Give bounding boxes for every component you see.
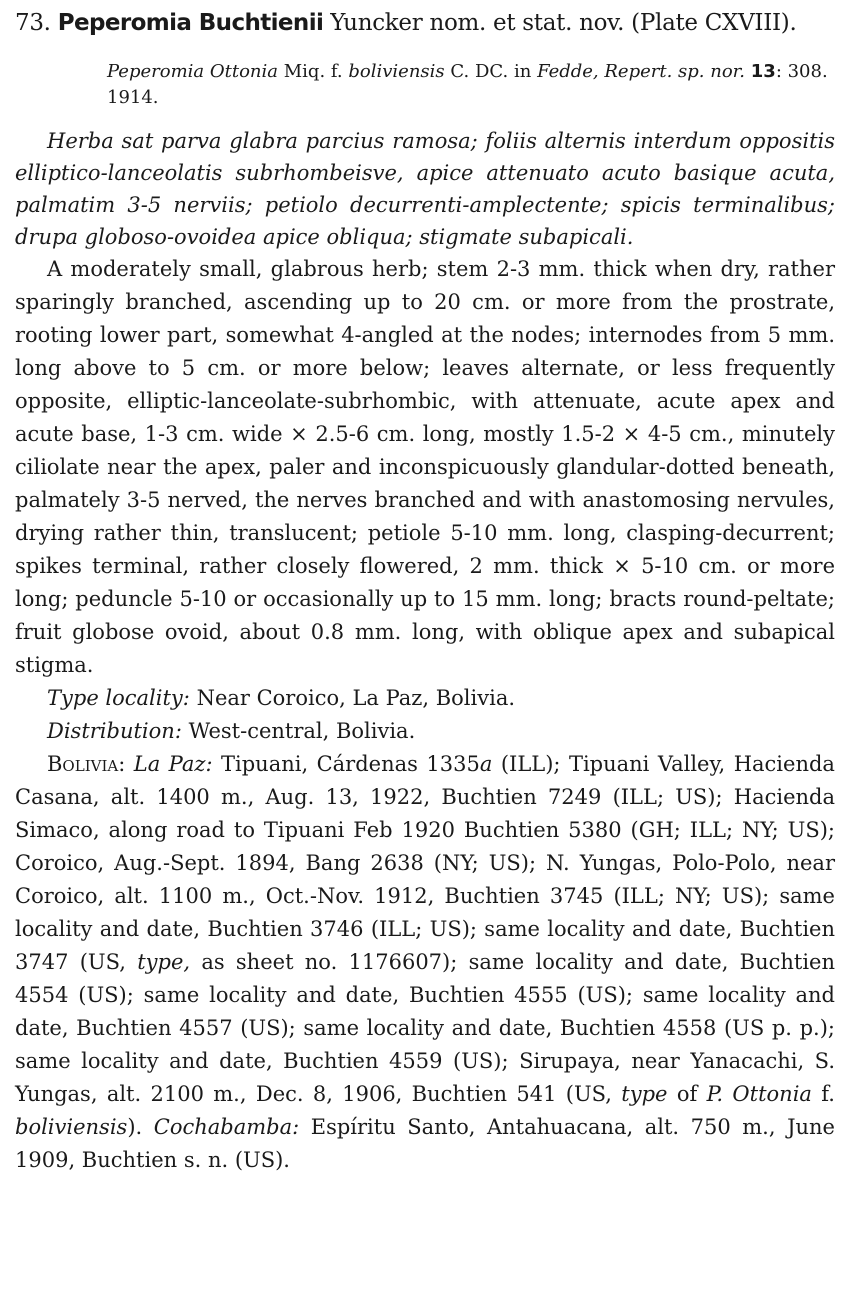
specimen-text-6: ). <box>127 1115 143 1139</box>
specimen-suffix: a <box>479 752 493 776</box>
specimen-text-5: f. <box>821 1082 835 1106</box>
specimen-text-7: Espíritu Santo, Antahuacana, alt. 750 m., June 1909, Buchtien s. n. (US). <box>15 1115 835 1172</box>
synonym-author-b: C. DC. in <box>450 61 532 82</box>
specimen-text-3: as sheet no. 1176607); same locality and date, Buchtien 4554 (US); same locality and date, Buchtien 4555 (US); same locality and date, Buchtien 4557 (US); same locality and date, Buchtien 4558 (US p. p.); same locality and date, Buchtien 4559 (US); Sirupaya, near Yanacachi, S. Yungas, alt. 2100 m., Dec. 8, 1906, Buchtien 541 (US, <box>15 950 836 1106</box>
country-label: Bolivia: <box>47 752 126 776</box>
type-locality-label: Type locality: <box>47 686 190 710</box>
specimen-text-2: (ILL); Tipuani Valley, Hacienda Casana, alt. 1400 m., Aug. 13, 1922, Buchtien 7249 (ILL; US); Hacienda Simaco, along road to Tipuani Feb 1920 Buchtien 5380 (GH; ILL; NY; US); Coroico, Aug.-Sept. 1894, Bang 2638 (NY; US); N. Yungas, Polo-Polo, near Coroico, alt. 1100 m., Oct.-Nov. 1912, Buchtien 3745 (ILL; NY; US); same locality and date, Buchtien 3746 (ILL; US); same locality and date, Buchtien 3747 (US, <box>15 752 835 974</box>
taxon-form: boliviensis <box>15 1115 128 1139</box>
entry-number: 73. <box>15 10 51 36</box>
distribution-label: Distribution: <box>47 719 182 743</box>
distribution <box>15 715 835 748</box>
synonym-citation <box>107 59 847 111</box>
type-locality-value: Near Coroico, La Paz, Bolivia. <box>196 686 516 710</box>
region-la-paz: La Paz: <box>133 752 213 776</box>
specimens-examined <box>15 748 835 1177</box>
synonym-journal: Fedde, Repert. sp. nor. <box>537 61 746 82</box>
species-author: Yuncker nom. et stat. nov. (Plate CXVIII). <box>330 10 797 36</box>
species-heading <box>15 8 835 39</box>
type-locality <box>15 682 835 715</box>
type-designation-2: type <box>621 1082 668 1106</box>
synonym-author-a: Miq. f. <box>283 61 343 82</box>
specimen-text-1: Tipuani, Cárdenas 1335 <box>221 752 480 776</box>
region-cochabamba: Cochabamba: <box>153 1115 300 1139</box>
species-name: Peperomia Buchtienii <box>57 10 324 36</box>
distribution-value: West-central, Bolivia. <box>188 719 416 743</box>
english-description: A moderately small, glabrous herb; stem 2-3 mm. thick when dry, rather sparingly branched, ascending up to 20 cm. or more from the prostrate, rooting lower part, somewhat 4-angled at the nodes; internodes from 5 mm. long above to 5 cm. or more below; leaves alternate, or less frequently opposite, elliptic-lanceolate-subrhombic, with attenuate, acute apex and acute base, 1-3 cm. wide × 2.5-6 cm. long, mostly 1.5-2 × 4-5 cm., minutely ciliolate near the apex, paler and inconspicuously glandular-dotted beneath, palmately 3-5 nerved, the nerves branched and with anastomosing nervules, drying rather thin, translucent; petiole 5-10 mm. long, clasping-decurrent; spikes terminal, rather closely flowered, 2 mm. thick × 5-10 cm. or more long; peduncle 5-10 or occasionally up to 15 mm. long; bracts round-peltate; fruit globose ovoid, about 0.8 mm. long, with oblique apex and subapical stigma. <box>15 257 835 677</box>
type-designation: type, <box>137 950 191 974</box>
synonym-rest: : 308. 1914. <box>107 61 828 108</box>
latin-description: Herba sat parva glabra parcius ramosa; foliis alternis interdum oppositis elliptico-lanceolatis subrhombeisve, apice attenuato acuto basique acuta, palmatim 3-5 nerviis; petiolo decurrenti-amplectente; spicis terminalibus; drupa globoso-ovoidea apice obliqua; stigmate subapicali. <box>15 129 835 249</box>
specimen-text-4: of <box>676 1082 698 1106</box>
synonym-name: Peperomia Ottonia <box>107 61 278 82</box>
synonym-form: boliviensis <box>348 61 445 82</box>
taxon-reference: P. Ottonia <box>706 1082 812 1106</box>
synonym-volume: 13 <box>750 61 776 82</box>
